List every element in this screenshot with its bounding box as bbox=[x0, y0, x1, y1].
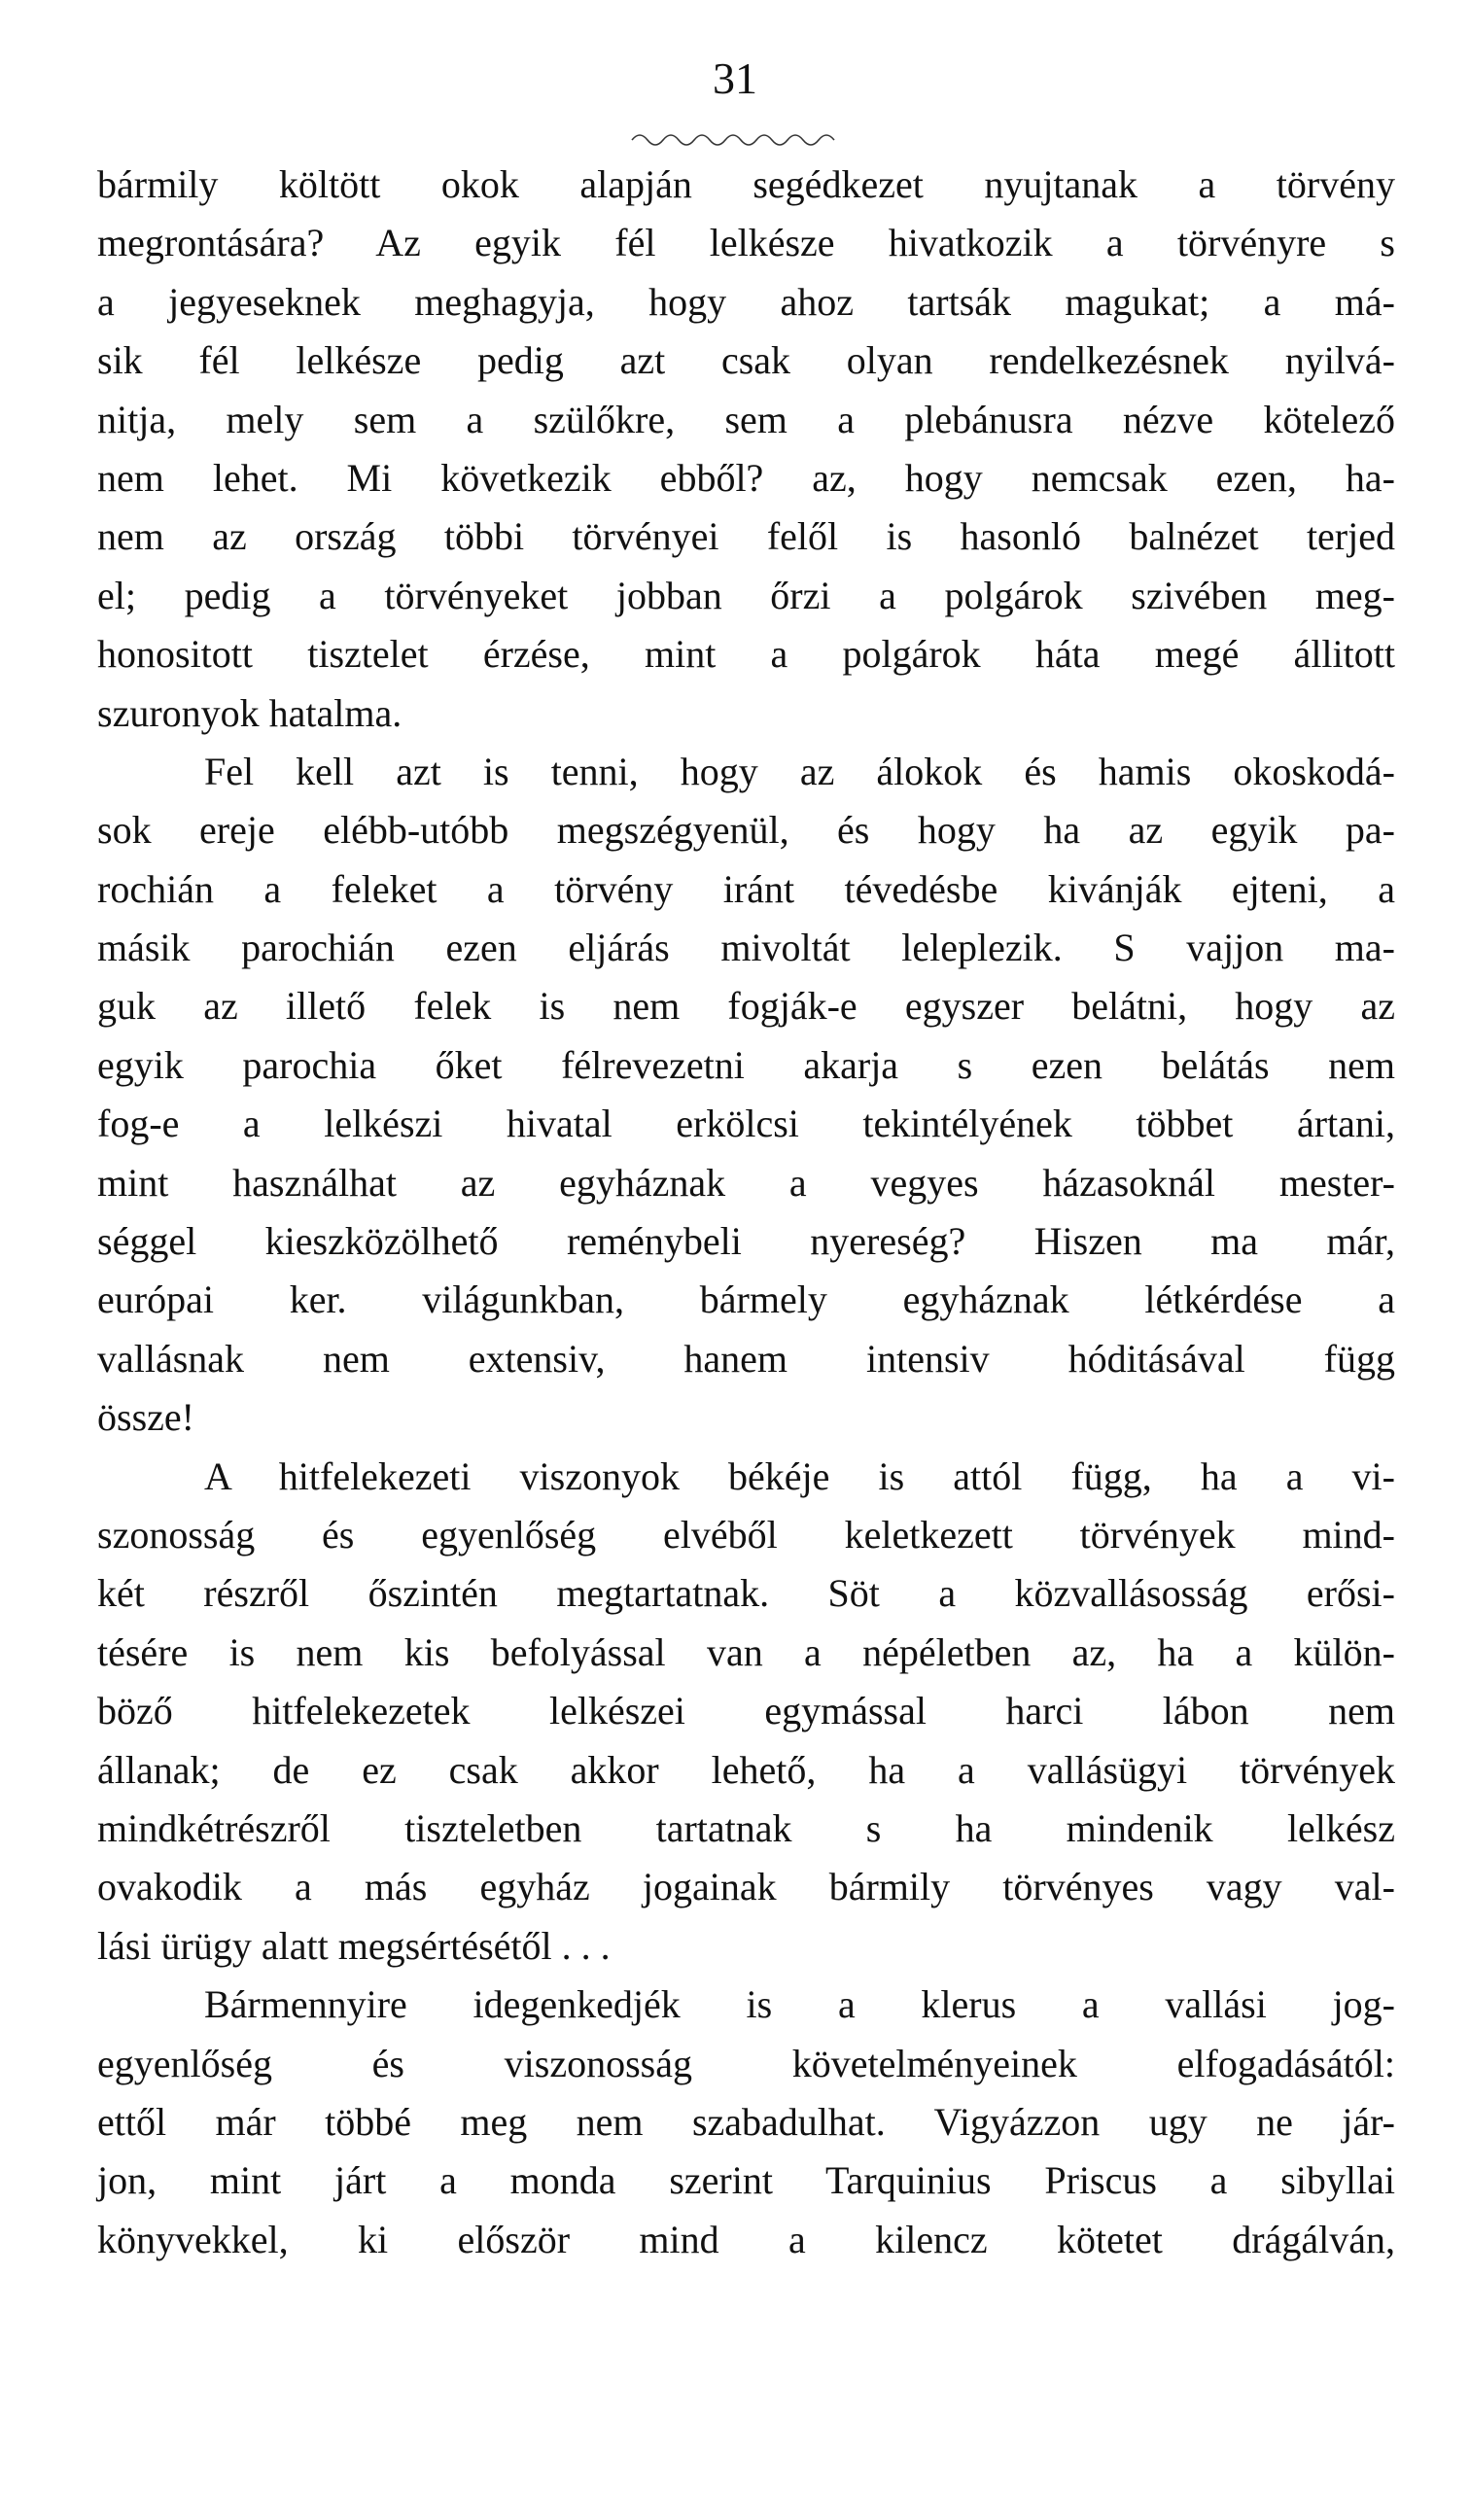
text-line: szuronyok hatalma. bbox=[97, 690, 402, 735]
text-line: böző hitfelekezetek lelkészei egymással harci lábon nem bbox=[97, 1689, 1395, 1733]
header-ornament bbox=[630, 128, 844, 150]
text-line: mint használhat az egyháznak a vegyes házasoknál mester- bbox=[97, 1160, 1395, 1205]
text-line: össze! bbox=[97, 1395, 194, 1440]
text-line: jon, mint járt a monda szerint Tarquinius Priscus a sibyllai bbox=[97, 2158, 1395, 2203]
text-line: európai ker. világunkban, bármely egyháznak létkérdése a bbox=[97, 1278, 1395, 1322]
text-line: egyenlőség és viszonosság követelményeinek elfogadásától: bbox=[97, 2041, 1395, 2085]
text-line: a jegyeseknek meghagyja, hogy ahoz tartsák magukat; a má- bbox=[97, 279, 1395, 324]
text-line: ovakodik a más egyház jogainak bármily törvényes vagy val- bbox=[97, 1865, 1395, 1909]
text-line: fog-e a lelkészi hivatal erkölcsi tekintélyének többet ártani, bbox=[97, 1102, 1395, 1146]
text-line: vallásnak nem extensiv, hanem intensiv hóditásával függ bbox=[97, 1336, 1395, 1381]
text-line: mindkétrészről tiszteletben tartatnak s ha mindenik lelkész bbox=[97, 1805, 1395, 1850]
body-text bbox=[97, 156, 1395, 2269]
text-line: szonosság és egyenlőség elvéből keletkezett törvények mind- bbox=[97, 1512, 1395, 1557]
text-line: Fel kell azt is tenni, hogy az álokok és hamis okoskodá- bbox=[204, 749, 1395, 793]
text-line: A hitfelekezeti viszonyok békéje is attól függ, ha a vi- bbox=[204, 1453, 1395, 1498]
text-line: séggel kieszközölhető reménybeli nyereség? Hiszen ma már, bbox=[97, 1219, 1395, 1264]
text-line: másik parochián ezen eljárás mivoltát leleplezik. S vajjon ma- bbox=[97, 926, 1395, 970]
text-line: sok ereje elébb-utóbb megszégyenül, és hogy ha az egyik pa- bbox=[97, 808, 1395, 853]
text-line: ettől már többé meg nem szabadulhat. Vigyázzon ugy ne jár- bbox=[97, 2099, 1395, 2144]
text-line: honositott tisztelet érzése, mint a polgárok háta megé állitott bbox=[97, 632, 1395, 677]
text-line: el; pedig a törvényeket jobban őrzi a polgárok szivében meg- bbox=[97, 573, 1395, 617]
text-line: rochián a feleket a törvény iránt tévedésbe kivánják ejteni, a bbox=[97, 866, 1395, 911]
text-line: két részről őszintén megtartatnak. Söt a közvallásosság erősi- bbox=[97, 1571, 1395, 1616]
text-line: megrontására? Az egyik fél lelkésze hivatkozik a törvényre s bbox=[97, 221, 1395, 265]
text-line: nitja, mely sem a szülőkre, sem a plebánusra nézve kötelező bbox=[97, 397, 1395, 441]
text-line: állanak; de ez csak akkor lehető, ha a vallásügyi törvények bbox=[97, 1747, 1395, 1792]
text-line: bármily költött okok alapján segédkezet nyujtanak a törvény bbox=[97, 162, 1395, 206]
text-line: sik fél lelkésze pedig azt csak olyan rendelkezésnek nyilvá- bbox=[97, 338, 1395, 383]
text-line: tésére is nem kis befolyással van a népéletben az, ha a külön- bbox=[97, 1629, 1395, 1674]
text-line: Bármennyire idegenkedjék is a klerus a vallási jog- bbox=[204, 1982, 1395, 2027]
text-line: nem az ország többi törvényei felől is hasonló balnézet terjed bbox=[97, 514, 1395, 559]
text-line: lási ürügy alatt megsértésétől . . . bbox=[97, 1923, 611, 1968]
text-line: egyik parochia őket félrevezetni akarja s ezen belátás nem bbox=[97, 1042, 1395, 1087]
text-line: könyvekkel, ki először mind a kilencz kötetet drágálván, bbox=[97, 2217, 1395, 2261]
page-number: 31 bbox=[713, 53, 757, 103]
text-line: guk az illető felek is nem fogják-e egyszer belátni, hogy az bbox=[97, 984, 1395, 1029]
text-line: nem lehet. Mi következik ebből? az, hogy nemcsak ezen, ha- bbox=[97, 455, 1395, 500]
